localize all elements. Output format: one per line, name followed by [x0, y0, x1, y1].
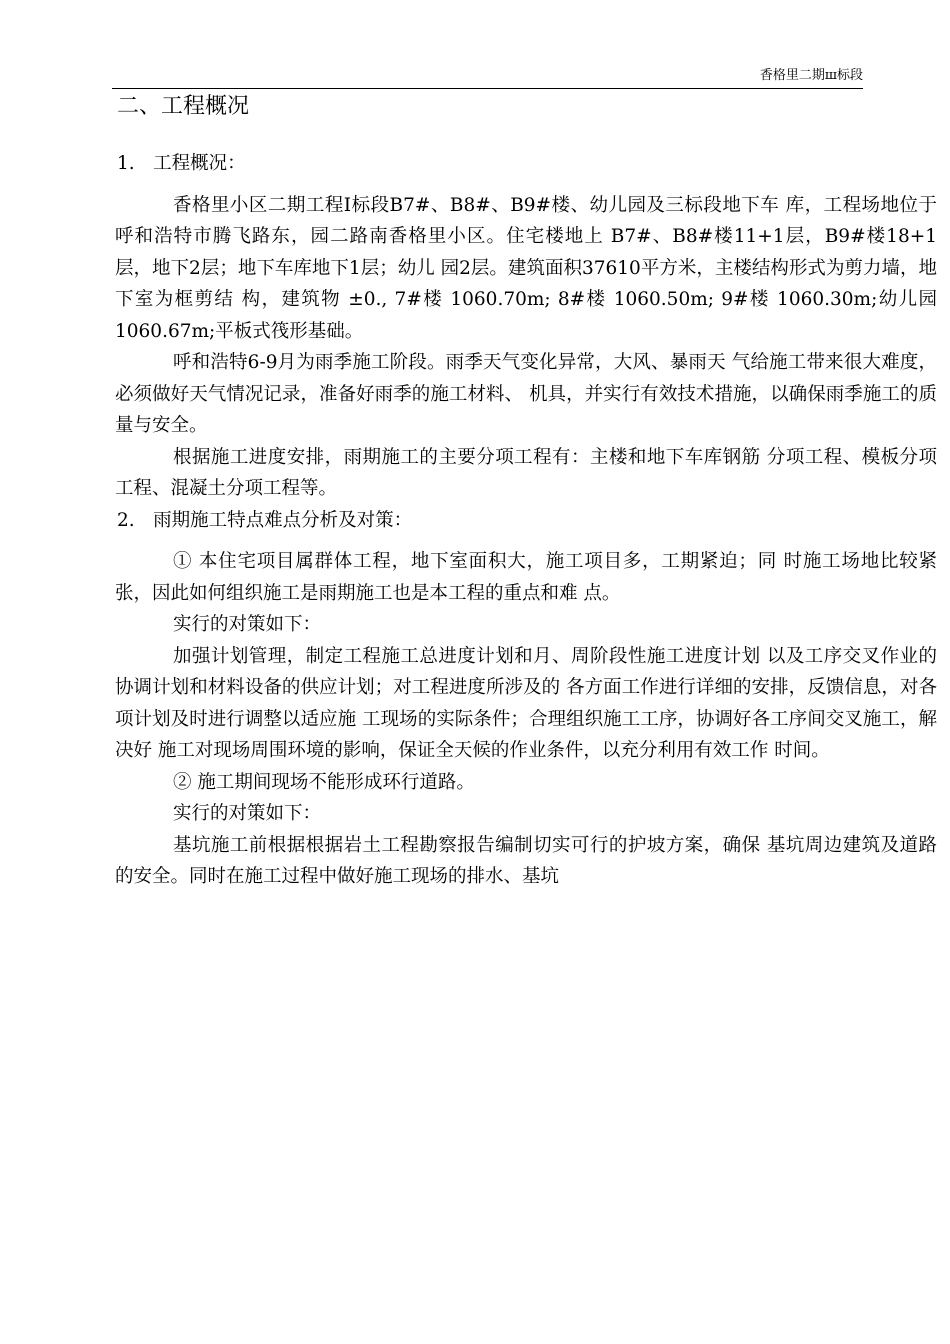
paragraph-difficulty-2: ② 施工期间现场不能形成环行道路。	[173, 771, 475, 793]
item1-heading: 1. 工程概况：	[117, 153, 246, 174]
item2-heading: 2. 雨期施工特点难点分析及对策：	[117, 509, 413, 531]
header-rule	[112, 88, 863, 89]
paragraph-countermeasure-label-1: 实行的对策如下：	[173, 614, 322, 635]
paragraph-main-works: 根据施工进度安排，雨期施工的主要分项工程有：主楼和地下车库钢筋 分项工程、模板分项工程、混凝土分项工程等。	[115, 446, 937, 499]
paragraph-project-overview: 香格里小区二期工程I标段B7#、B8#、B9#楼、幼儿园及三标段地下车 库，工程场地位于呼和浩特市腾飞路东，园二路南香格里小区。住宅楼地上 B7#、B8#楼11+1层，B9#楼18+1层，地下2层；地下车库地下1层；幼儿 园2层。建筑面积37610平方米，主楼结构形式为剪力墙，地下室为框剪结 构，建筑物 ±0., 7#楼 1060.70m; 8#楼 1060.50m; 9#楼 1060.30m;幼儿园 1060.67m;平板式筏形基础。	[115, 194, 937, 342]
paragraph-countermeasure-1: 加强计划管理，制定工程施工总进度计划和月、周阶段性施工进度计划 以及工序交叉作业的协调计划和材料设备的供应计划；对工程进度所涉及的 各方面工作进行详细的安排，反馈信息，对各项计划及时进行调整以适应施 工现场的实际条件；合理组织施工工序，协调好各工序间交叉施工，解决好 施工对现场周围环境的影响，保证全天候的作业条件，以充分利用有效工作 时间。	[115, 645, 937, 761]
body-text	[115, 148, 937, 893]
paragraph-countermeasure-label-2: 实行的对策如下：	[173, 803, 322, 824]
paragraph-countermeasure-2: 基坑施工前根据根据岩土工程勘察报告编制切实可行的护坡方案，确保 基坑周边建筑及道路的安全。同时在施工过程中做好施工现场的排水、基坑	[115, 834, 937, 887]
paragraph-difficulty-1: ① 本住宅项目属群体工程，地下室面积大，施工项目多，工期紧迫；同 时施工场地比较紧张，因此如何组织施工是雨期施工也是本工程的重点和难 点。	[115, 551, 937, 604]
paragraph-rainy-season: 呼和浩特6-9月为雨季施工阶段。雨季天气变化异常，大风、暴雨天 气给施工带来很大难度，必须做好天气情况记录，准备好雨季的施工材料、 机具，并实行有效技术措施，以确保雨季施工的质量与安全。	[115, 352, 937, 436]
running-header: 香格里二期ш标段	[759, 68, 863, 83]
section-title: 二、工程概况	[117, 94, 250, 119]
